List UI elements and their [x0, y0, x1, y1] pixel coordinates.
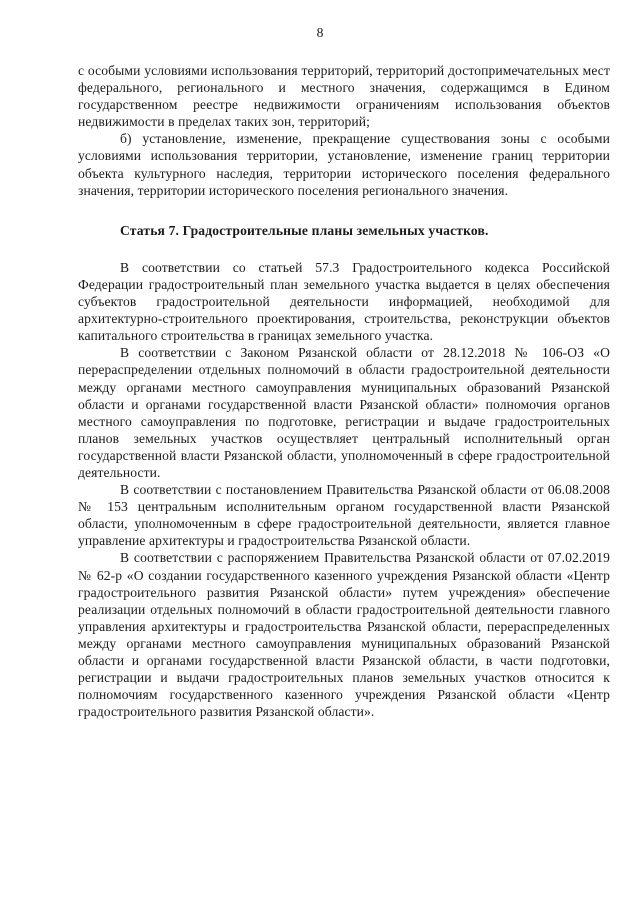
article-paragraph-2: В соответствии с Законом Рязанской области от 28.12.2018 № 106-ОЗ «О перераспределении отдельных полномочий в области градостроительной деятельности между органами местного самоуправления муниципальных образований Рязанской области и органами государственной власти Рязанской области» полномочия органов местного самоуправления по подготовке, регистрации и выдаче градостроительных планов земельных участков осуществляет центральный исполнительный орган государственной власти Рязанской области, уполномоченный в сфере градостроительной деятельности.: [78, 345, 610, 480]
page-number: 8: [316, 25, 324, 40]
continuation-paragraph-1: с особыми условиями использования территорий, территорий достопримечательных мест федерального, регионального и местного значения, содержащимся в Едином государственном реестре недвижимости ограничениям использования объектов недвижимости в пределах таких зон, территорий;: [78, 63, 610, 130]
article-paragraph-3: В соответствии с постановлением Правительства Рязанской области от 06.08.2008 № 153 центральным исполнительным органом государственной власти Рязанской области, уполномоченным в сфере градостроительной деятельности, является главное управление архитектуры и градостроительства Рязанской области.: [78, 482, 610, 549]
article-heading: Статья 7. Градостроительные планы земельных участков.: [120, 222, 489, 238]
article-paragraph-1: В соответствии со статьей 57.3 Градостроительного кодекса Российской Федерации градостроительный план земельного участка выдается в целях обеспечения субъектов градостроительной деятельности информацией, необходимой для архитектурно-строительного проектирования, строительства, реконструкции объектов капитального строительства в границах земельного участка.: [78, 259, 610, 344]
document-body: [78, 62, 610, 720]
article-paragraph-4: В соответствии с распоряжением Правительства Рязанской области от 07.02.2019 № 62-р «О создании государственного казенного учреждения Рязанской области «Центр градостроительного развития Рязанской области» путем учреждения» обеспечение реализации отдельных полномочий в области градостроительной деятельности главного управления архитектуры и градостроительства Рязанской области, перераспределенных между органами местного самоуправления муниципальных образований Рязанской области и органами государственной власти Рязанской области, в части подготовки, регистрации и выдачи градостроительных планов земельных участков относится к полномочиям государственного казенного учреждения Рязанской области «Центр градостроительного развития Рязанской области».: [78, 550, 610, 720]
continuation-paragraph-2: б) установление, изменение, прекращение существования зоны с особыми условиями использования территории, установление, изменение границ территории объекта культурного наследия, территории исторического поселения федерального значения, территории исторического поселения регионального значения.: [78, 131, 610, 198]
